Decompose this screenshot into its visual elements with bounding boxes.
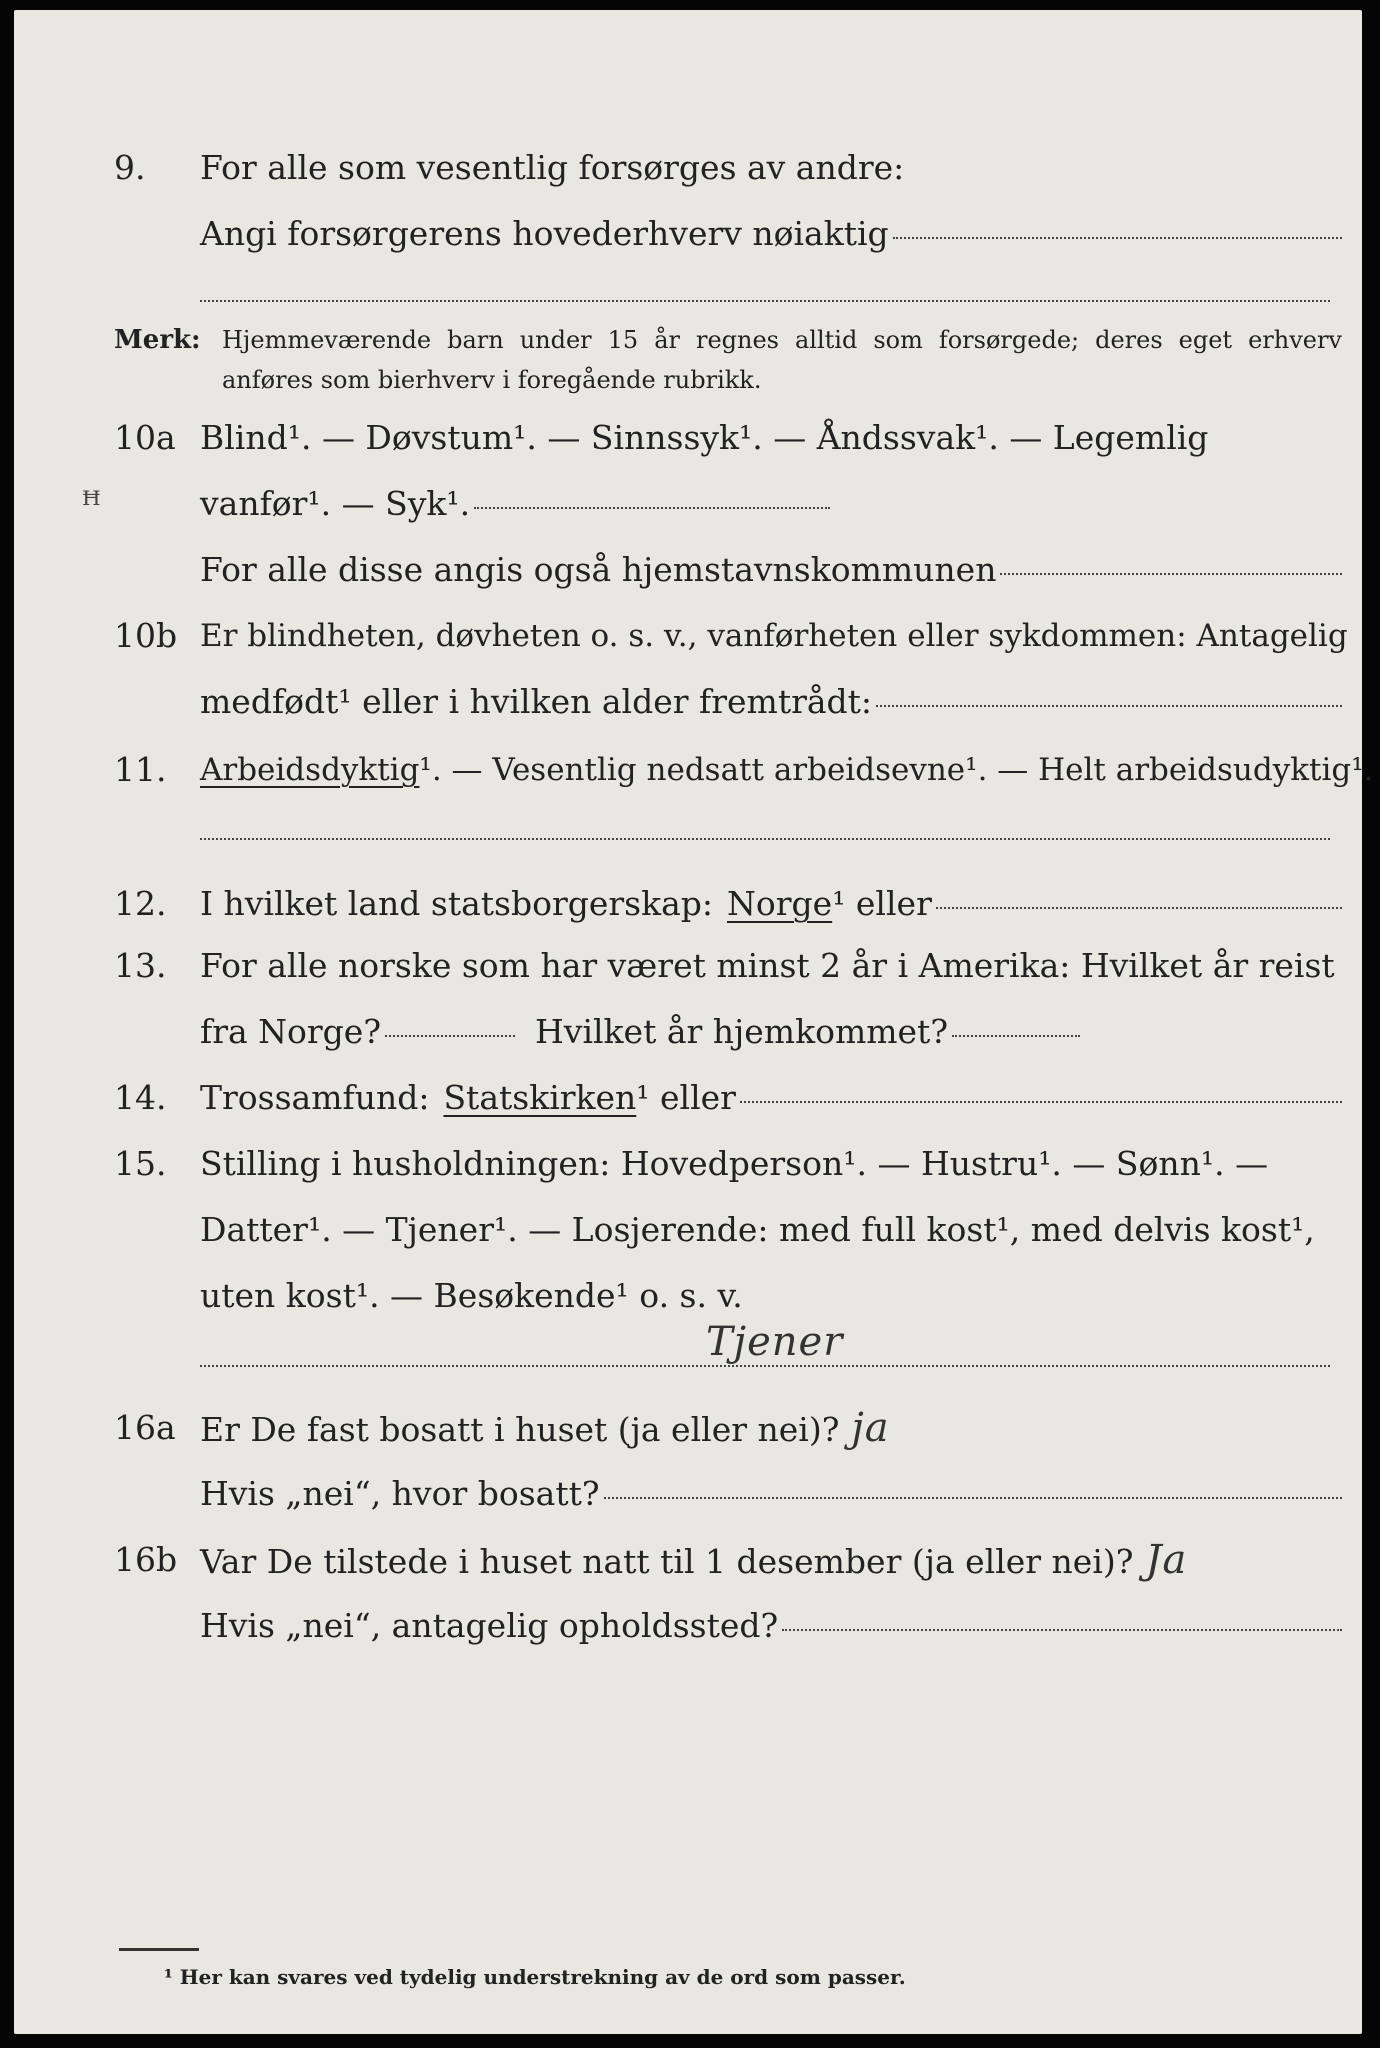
answer-line [200,300,1330,302]
underlined-answer: Statskirken [443,1078,637,1117]
question-text: I hvilket land statsborgerskap: [200,884,714,923]
question-text: Hvilket år hjemkommet? [535,1012,949,1051]
question-text: Er De fast bosatt i huset (ja eller nei)? [200,1410,840,1449]
question-text: For alle som vesentlig forsørges av andre: [200,148,905,187]
footnote-rule [119,1948,199,1951]
handwritten-answer: Tjener [706,1319,844,1365]
handwritten-answer: Ja [1145,1537,1188,1583]
question-text: uten kost¹. — Besøkende¹ o. s. v. [200,1276,743,1315]
census-form-page [14,10,1374,2034]
question-text: For alle disse angis også hjemstavnskommunen [200,550,997,589]
question-number: 9. [114,148,146,187]
answer-line [782,1629,1342,1631]
answer-line [200,1365,1330,1367]
answer-line [952,1035,1080,1037]
question-text: ¹ eller [636,1078,736,1117]
question-number: 10a [114,418,176,457]
question-number: 14. [114,1078,167,1117]
handwritten-answer: ja [851,1405,890,1451]
question-text: vanfør¹. — Syk¹. [200,484,471,523]
question-text: Hvis „nei“, antagelig opholdssted? [200,1606,779,1645]
answer-line [200,838,1330,840]
question-text: Datter¹. — Tjener¹. — Losjerende: med full kost¹, med delvis kost¹, [200,1210,1315,1249]
question-number: 11. [114,750,167,789]
question-text: ¹. — Vesentlig nedsatt arbeidsevne¹. — Helt arbeidsudyktig¹. [419,752,1374,788]
underlined-answer: Norge [727,884,833,923]
question-text: Stilling i husholdningen: Hovedperson¹. — Hustru¹. — Sønn¹. — [200,1144,1269,1183]
question-text: fra Norge? [200,1012,382,1051]
answer-line [893,237,1342,239]
footnote: ¹ Her kan svares ved tydelig understrekning av de ord som passer. [164,1965,906,1989]
note-text: Hjemmeværende barn under 15 år regnes alltid som forsørgede; deres eget erhverv anføres som bierhverv i foregående rubrikk. [222,326,1342,394]
answer-line [474,507,830,509]
question-number: 10b [114,616,178,655]
question-text: Var De tilstede i huset natt til 1 desember (ja eller nei)? [200,1542,1134,1581]
question-number: 12. [114,884,167,923]
question-number: 13. [114,946,167,985]
question-number: 15. [114,1144,167,1183]
question-number: 16b [114,1540,178,1579]
margin-mark: ꟸ [82,485,101,525]
answer-line [1000,573,1342,575]
question-text: Hvis „nei“, hvor bosatt? [200,1474,600,1513]
question-text: medfødt¹ eller i hvilken alder fremtrådt: [200,682,873,721]
question-text: Angi forsørgerens hovederhverv nøiaktig [200,214,889,253]
question-text: ¹ eller [832,884,932,923]
answer-line [604,1497,1342,1499]
question-text: Trossamfund: [200,1078,430,1117]
question-text: For alle norske som har været minst 2 år i Amerika: Hvilket år reist [200,946,1335,985]
question-text: Er blindheten, døvheten o. s. v., vanførheten eller sykdommen: Antagelig [200,618,1348,654]
note-label: Merk: [114,325,201,355]
answer-line [936,907,1342,909]
answer-line [385,1035,515,1037]
answer-line [876,705,1342,707]
question-number: 16a [114,1408,176,1447]
question-text: Blind¹. — Døvstum¹. — Sinnssyk¹. — Åndssvak¹. — Legemlig [200,418,1209,457]
answer-line [740,1101,1342,1103]
underlined-answer: Arbeidsdyktig [200,752,420,788]
